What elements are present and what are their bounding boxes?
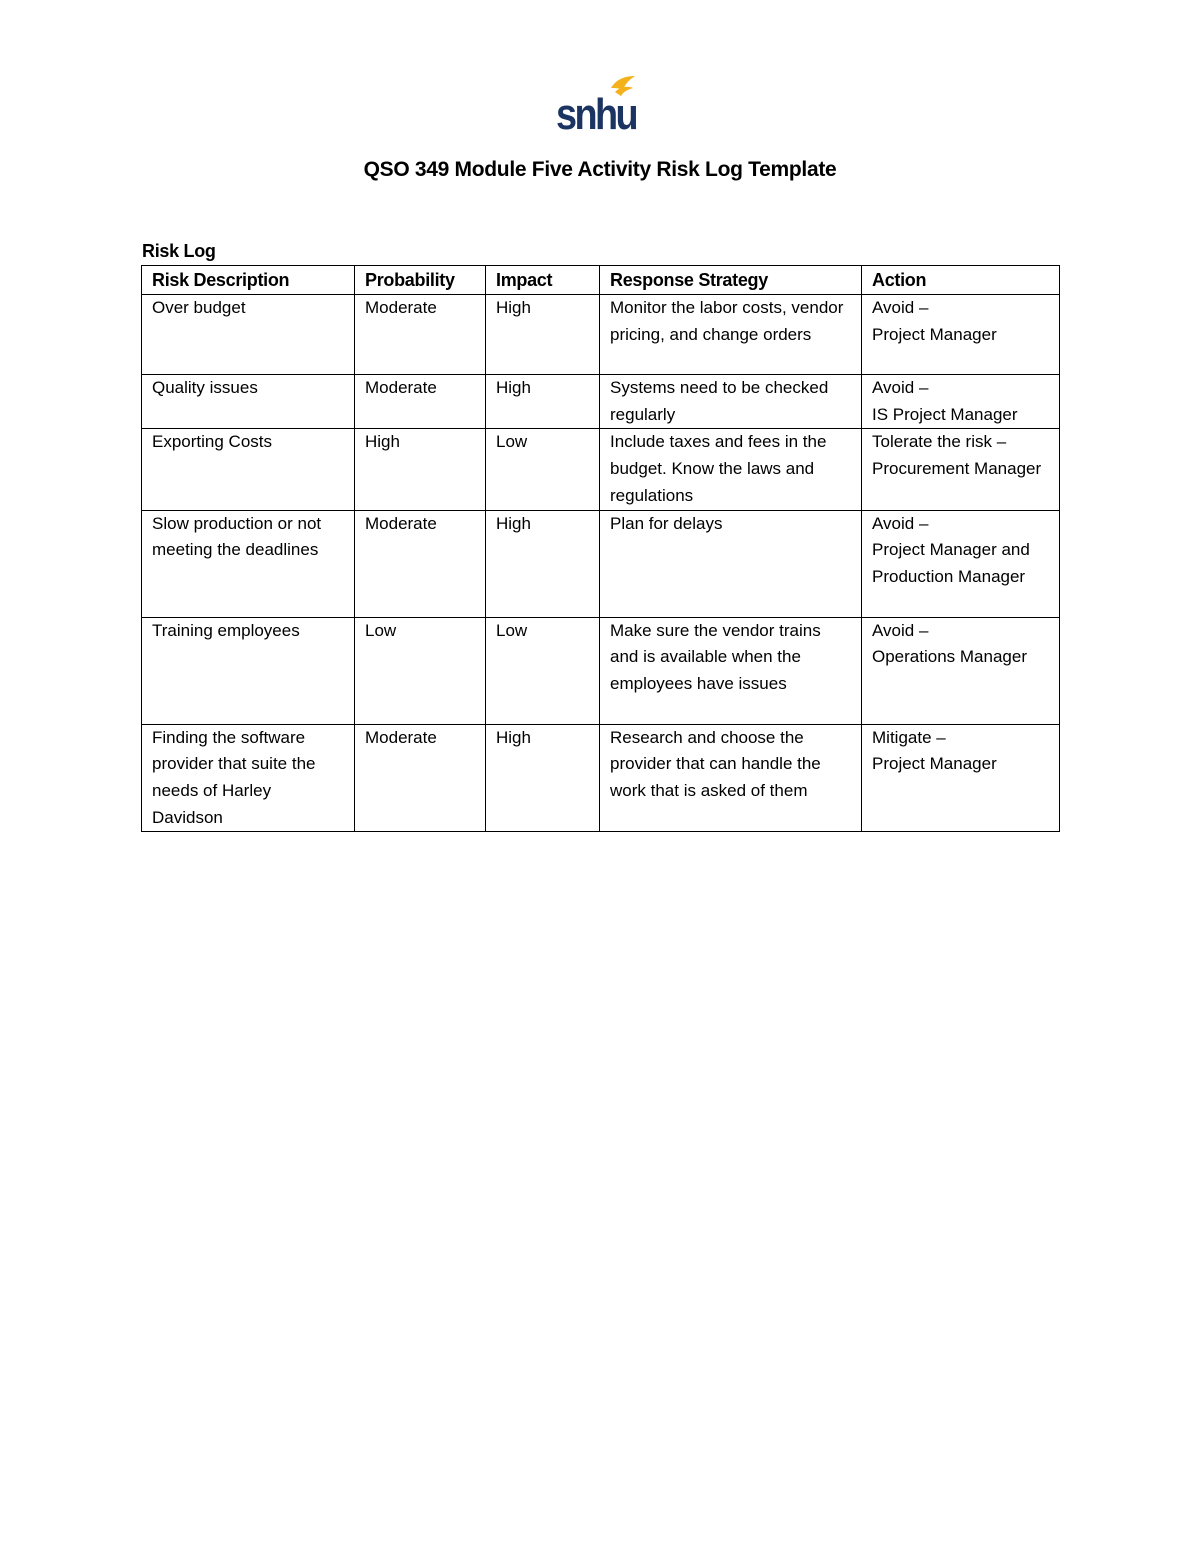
cell-description: Exporting Costs [142, 429, 355, 510]
cell-probability: Low [355, 617, 486, 724]
cell-description: Quality issues [142, 375, 355, 429]
cell-probability: High [355, 429, 486, 510]
cell-description: Finding the software provider that suite the needs of Harley Davidson [142, 724, 355, 832]
header-probability: Probability [355, 266, 486, 295]
action-line: IS Project Manager [872, 404, 1018, 424]
cell-impact: High [486, 295, 600, 375]
document-title: QSO 349 Module Five Activity Risk Log Template [363, 158, 837, 181]
table-row [142, 724, 1060, 832]
header-action: Action [862, 266, 1060, 295]
cell-impact: High [486, 510, 600, 617]
table-header-row [142, 266, 1060, 295]
action-line: Avoid – [872, 620, 929, 640]
table-row [142, 295, 1060, 375]
cell-impact: High [486, 724, 600, 832]
table-row [142, 375, 1060, 429]
cell-probability: Moderate [355, 295, 486, 375]
cell-impact: High [486, 375, 600, 429]
action-line: Tolerate the risk – Procurement Manager [872, 432, 1042, 479]
cell-action [862, 724, 1060, 832]
action-line: Mitigate – [872, 727, 946, 747]
cell-action [862, 375, 1060, 429]
action-line: Avoid – [872, 298, 929, 317]
table-row [142, 617, 1060, 724]
cell-probability: Moderate [355, 724, 486, 832]
cell-strategy: Monitor the labor costs, vendor pricing, and change orders [600, 295, 862, 375]
cell-description: Training employees [142, 617, 355, 724]
header-risk-description: Risk Description [142, 266, 355, 295]
action-line: Project Manager [872, 324, 997, 344]
action-line: Avoid – [872, 513, 929, 533]
header-response-strategy: Response Strategy [600, 266, 862, 295]
snhu-logo [555, 74, 639, 139]
table-row [142, 429, 1060, 510]
cell-action [862, 617, 1060, 724]
cell-probability: Moderate [355, 510, 486, 617]
cell-action [862, 429, 1060, 510]
svg-text:snhu: snhu [556, 90, 637, 139]
cell-strategy: Include taxes and fees in the budget. Know the laws and regulations [600, 429, 862, 510]
cell-action [862, 295, 1060, 375]
cell-strategy: Plan for delays [600, 510, 862, 617]
action-line: Operations Manager [872, 647, 1027, 667]
cell-strategy: Make sure the vendor trains and is available when the employees have issues [600, 617, 862, 724]
cell-strategy: Research and choose the provider that can handle the work that is asked of them [600, 724, 862, 832]
cell-description: Slow production or not meeting the deadlines [142, 510, 355, 617]
cell-action [862, 510, 1060, 617]
action-line: Avoid – [872, 378, 929, 397]
action-line: Project Manager and Production Manager [872, 540, 1030, 586]
cell-probability: Moderate [355, 375, 486, 429]
snhu-logo-mark [555, 74, 639, 139]
cell-impact: Low [486, 429, 600, 510]
cell-description: Over budget [142, 295, 355, 375]
risk-log-table [141, 265, 1060, 832]
header-impact: Impact [486, 266, 600, 295]
table-row [142, 510, 1060, 617]
cell-strategy: Systems need to be checked regularly [600, 375, 862, 429]
action-line: Project Manager [872, 754, 997, 774]
section-label-risk-log: Risk Log [142, 241, 216, 261]
cell-impact: Low [486, 617, 600, 724]
